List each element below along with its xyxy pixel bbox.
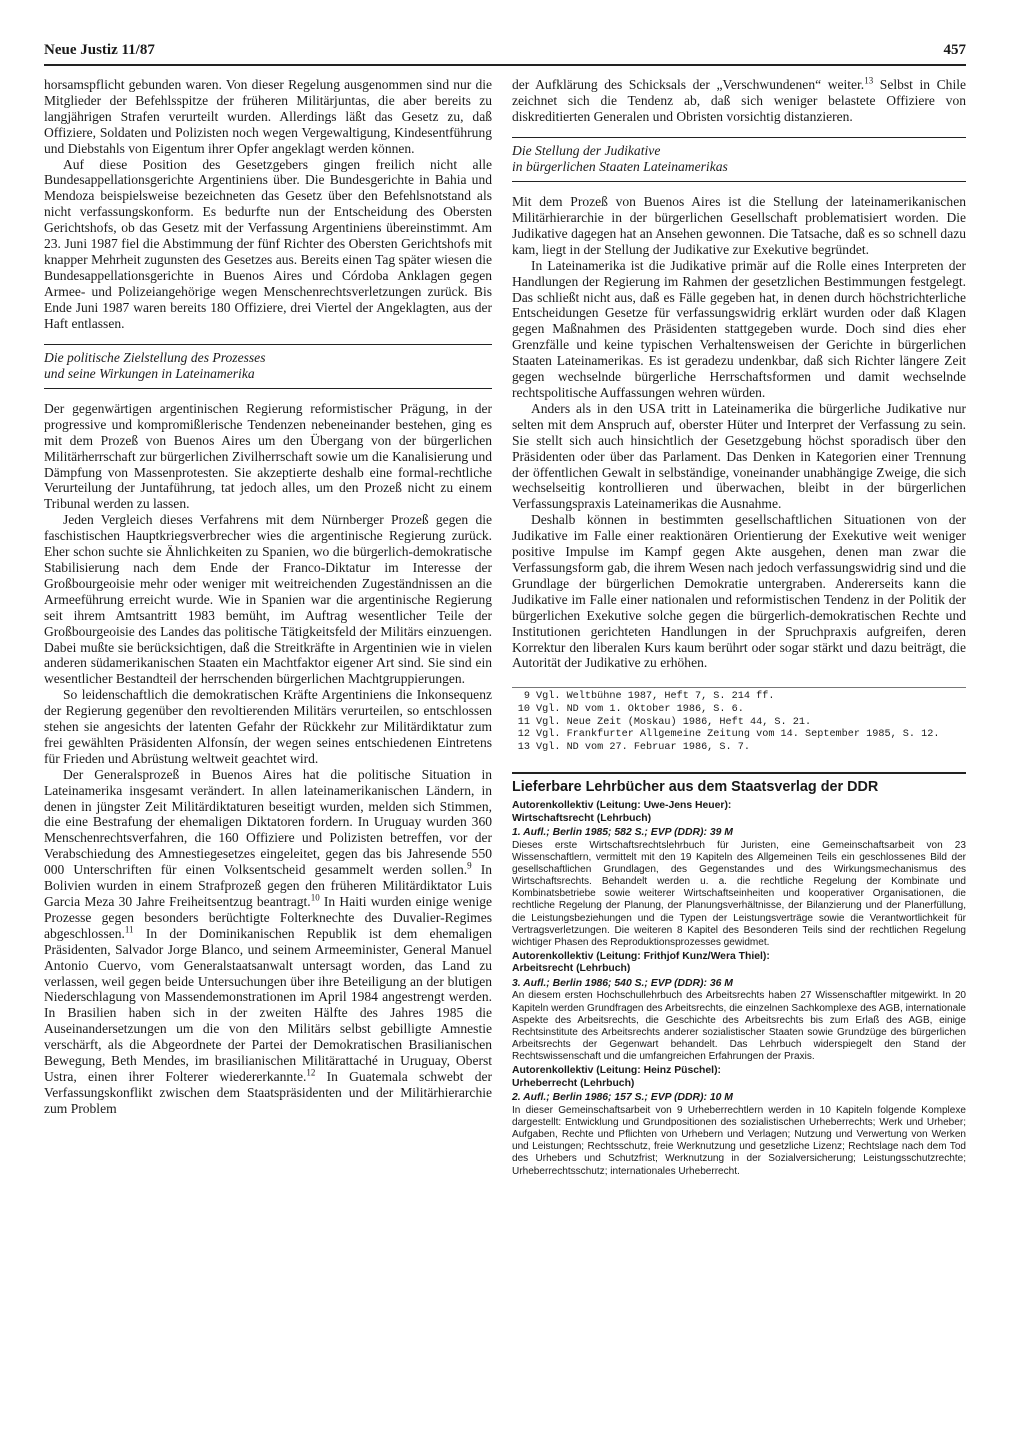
footnote-number: 13 <box>517 741 530 753</box>
book-entry <box>512 951 966 1063</box>
paragraph: So leidenschaftlich die demokratischen Kräfte Argentiniens die Inkonsequenz der Regierung gegenüber den revoltierenden Militärs verurteilen, so entschlossen stehen sie angesichts der latenten Gefahr der Rückkehr zur Militärdiktatur zum frei gewählten Präsidenten Alfonsín, der wegen seines entschiedenen Eintretens für Frieden und Abrüstung weltweit geachtet wird. <box>44 687 492 766</box>
footnote-text: Vgl. ND vom 1. Oktober 1986, S. 6. <box>536 703 744 715</box>
section-heading <box>44 344 492 389</box>
paragraph: Anders als in den USA tritt in Lateinamerika die bürgerliche Judikative nur selten mit dem Anspruch auf, oberster Hüter und Interpret der Verfassung zu sein. Sie stellt sich auch hinsichtlich der Gesetzgebung höchst sporadisch über den Präsidenten oder über das Parlament. Das Denken in Kategorien einer Trennung der öffentlichen Gewalt in selbständige, voneinander unabhängige Zweige, die sich wechselseitig kontrollieren und überwachen, bleibt in der bürgerlichen Verfassungspraxis Lateinamerikas die Ausnahme. <box>512 400 966 512</box>
book-edition: 3. Aufl.; Berlin 1986; 540 S.; EVP (DDR): 36 M <box>512 977 733 989</box>
footnote <box>512 704 966 717</box>
section-heading-line: in bürgerlichen Staaten Lateinamerikas <box>512 158 728 174</box>
book-list-heading: Lieferbare Lehrbücher aus dem Staatsverlag der DDR <box>512 779 879 796</box>
paragraph: Mit dem Prozeß von Buenos Aires ist die Stellung der lateinamerikanischen Militärhierarchie in der bürgerlichen Gesellschaft problematisiert worden. Die Judikative dagegen hat an Ansehen gewonnen. Die Tatsache, daß es so schnell dazu kam, liegt in der Stellung der Judikative zur Exekutive begründet. <box>512 194 966 257</box>
footnote-text: Vgl. Neue Zeit (Moskau) 1986, Heft 44, S. 21. <box>536 716 812 728</box>
book-description: Dieses erste Wirtschaftsrechtslehrbuch für Juristen, eine Gemeinschaftsarbeit von 23 Wissenschaftlern, vermittelt mit den 19 Kapiteln des Allgemeinen Teils ein geschlossenes Bild der gesellschaftlichen Grundlagen, des Gegenstandes und des Wirkungsmechanismus des Wirtschaftsrechts. Behandelt werden u. a. die rechtliche Regelung der Kombinate und Kombinatsbetriebe sowie weiterer Wirtschaftseinheiten und kooperativer Organisationen, die rechtliche Regelung der Planung, der Planungsverhältnisse, der Bilanzierung und der Planerfüllung, die Leistungsbeziehungen und die Typen der Leistungsverträge sowie die Verantwortlichkeit für Vertragsverletzungen. Die weiteren 8 Kapitel des Besonderen Teils sind der rechtlichen Regelung wichtiger Phasen des Reproduktionsprozesses gewidmet. <box>512 839 966 948</box>
book-list <box>512 772 966 1177</box>
footnote <box>512 691 966 704</box>
section-heading-line: und seine Wirkungen in Lateinamerika <box>44 365 255 381</box>
book-author: Autorenkollektiv (Leitung: Heinz Püschel): <box>512 1065 721 1077</box>
paragraph <box>44 767 492 1117</box>
text-run: Selbst in Chile zeichnet sich die Tendenz ab, daß sich weniger belastete Offiziere von diskreditierten Generalen und Obristen vorsichtig distanzieren. <box>512 77 966 124</box>
footnote <box>512 742 966 755</box>
paragraph: horsamspflicht gebunden waren. Von dieser Regelung ausgenommen sind nur die Mitglieder der Befehlsspitze der früheren Militärjuntas, die aber bereits zu langjährigen Strafen verurteilt wurden. Allerdings läßt das Gesetz zu, daß Offiziere, Soldaten und Polizisten noch wegen Vergewaltigung, Kindesentführung und Diebstahls von Eigentum ihrer Opfer angeklagt werden können. <box>44 77 492 156</box>
book-edition: 2. Aufl.; Berlin 1986; 157 S.; EVP (DDR): 10 M <box>512 1092 733 1104</box>
paragraph: Jeden Vergleich dieses Verfahrens mit dem Nürnberger Prozeß gegen die faschistischen Hauptkriegsverbrecher wies die argentinische Regierung zurück. Eher schon suchte sie Ähnlichkeiten zu Spanien, wo die bürgerlich-demokratische Stabilisierung nach dem Ende der Franco-Diktatur im Interesse der Großbourgeoisie mehr oder weniger mit weitreichenden Zugeständnissen an die Armeeführung erreicht wurde. Wie in Spanien war die argentinische Regierung seit ihrem Amtsantritt 1983 bemüht, im Auftrag wesentlicher Teile der Großbourgeoisie des Landes das politische Tätigkeitsfeld der Militärs einzuengen. Dabei mußte sie berücksichtigen, daß die Streitkräfte in Argentinien wie in vielen anderen südamerikanischen Staaten ein Machtfaktor eigener Art sind. Sie sind ein wesentlicher Bestandteil der herrschenden bürgerlichen Machtgruppierungen. <box>44 512 492 687</box>
book-author: Autorenkollektiv (Leitung: Frithjof Kunz/Wera Thiel): <box>512 951 770 962</box>
page-number: 457 <box>943 42 966 58</box>
footnote-number: 11 <box>517 716 530 728</box>
footnote-ref[interactable]: 12 <box>306 1067 316 1078</box>
footnote-number: 10 <box>517 703 530 715</box>
text-run: In der Dominikanischen Republik ist dem ehemaligen Präsidenten, Salvador Jorge Blanco, und seinem Armeeminister, General Manuel Antonio Cuervo, vom Generalstaatsanwalt untersagt worden, das Land zu verlassen, weil gegen beide Untersuchungen über ihre Beteiligung an der blutigen Niederschlagung von Massendemonstrationen im April 1984 angestrengt werden. In Brasilien haben sich in der zweiten Hälfte des Jahres 1985 die Auseinandersetzungen um die von den Militärs selbst gebilligte Amnestie verschärft, als die Abgeordnete der Partei der Demokratischen Brasilianischen Bewegung, Beth Mendes, im brasilianischen Militärattaché in Uruguay, Oberst Ustra, einen ihrer Folterer wiedererkannte. <box>44 925 492 1084</box>
footnote-number: 9 <box>523 691 530 703</box>
footnote-text: Vgl. Weltbühne 1987, Heft 7, S. 214 ff. <box>536 691 775 703</box>
footnote-ref[interactable]: 11 <box>124 924 134 935</box>
paragraph: Der gegenwärtigen argentinischen Regierung reformistischer Prägung, in der progressive und kompromißlerische Tendenzen nebeneinander bestehen, ging es mit dem Prozeß von Buenos Aires um den Übergang von der bürgerlichen Militärherrschaft zur bürgerlichen Zivilherrschaft sowie um die Kanalisierung und Dämpfung von Massenprotesten. Sie akzeptierte deshalb eine formal-rechtliche Verurteilung der Juntaführung, tat jedoch alles, um den Prozeß nicht zu einem Tribunal werden zu lassen. <box>44 400 492 512</box>
paragraph: In Lateinamerika ist die Judikative primär auf die Rolle eines Interpreten der Handlungen der Regierung im Rahmen der gesetzlichen Bestimmungen festgelegt. Das schließt nicht aus, daß es Fälle gegeben hat, in denen durch höchstrichterliche Entscheidungen Gesetze für verfassungswidrig erklärt wurden oder daß Klagen gegen Maßnahmen des Präsidenten stattgegeben wurde. Doch sind dies eher Grenzfälle und keine typischen Verhaltensweisen der Gerichte in bürgerlichen Staaten Lateinamerikas. Es ist geradezu undenkbar, daß sich Richter längere Zeit gegen wechselnde bürgerliche Herrschaftsformen und damit wechselnde rechtspolitische Auffassungen wehren würden. <box>512 257 966 400</box>
footnote <box>512 729 966 742</box>
book-entry <box>512 1065 966 1177</box>
text-run: In Guatemala schwebt der Verfassungskonflikt zwischen dem Staatspräsidenten und der Militärhierarchie zum Problem <box>44 1068 492 1116</box>
book-author: Autorenkollektiv (Leitung: Uwe-Jens Heuer): <box>512 800 732 812</box>
book-title: Wirtschaftsrecht (Lehrbuch) <box>512 812 652 824</box>
footnote <box>512 717 966 730</box>
right-column <box>512 77 966 1180</box>
book-description: An diesem ersten Hochschullehrbuch des Arbeitsrechts haben 27 Wissenschaftler mitgewirkt. In 20 Kapiteln werden Grundfragen des Arbeitsrechts, die einzelnen Sachkomplexe des AGB, internationale Aspekte des Arbeitsrechts, die Geschichte des Arbeitsrechts bis zum Erlaß des AGB, einige Rechtsinstitute des Arbeitsrechts anderer sozialistischer Staaten sowie Grundzüge des bürgerlichen Arbeitsrechts der Gegenwart behandelt. Das Lehrbuch widerspiegelt den Stand der Rechtswissenschaft und die umfangreichen Erfahrungen der Praxis. <box>512 990 966 1063</box>
section-heading <box>512 137 966 182</box>
book-title: Arbeitsrecht (Lehrbuch) <box>512 963 631 975</box>
footnote-text: Vgl. ND vom 27. Februar 1986, S. 7. <box>536 741 750 753</box>
text-run: der Aufklärung des Schicksals der „Verschwundenen“ weiter. <box>512 77 865 92</box>
footnote-ref[interactable]: 9 <box>467 860 472 871</box>
footnote-ref[interactable]: 13 <box>864 75 874 86</box>
footnote-ref[interactable]: 10 <box>310 892 320 903</box>
text-run: In Bolivien wurden in einem Strafprozeß gegen den früheren Militärdiktator Luis Garcia Meza 30 Jahre Freiheitsentzug beantragt. <box>44 862 492 909</box>
page-header <box>44 42 966 66</box>
book-description: In dieser Gemeinschaftsarbeit von 9 Urheberrechtlern werden in 10 Kapiteln folgende Komplexe dargestellt: Entwicklung und Grundpositionen des sozialistischen Urheberrechts; Werk und Urheber; Aufgaben, Rechte und Pflichten von Urhebern und Verlagen; Nutzung und Verwertung von Werken und Leistungen; Rechtsschutz, freie Werknutzung und gesetzliche Lizenz; Rechtslage nach dem Tod des Urhebers und Schutzfrist; Werknutzung in der Sozialversicherung; Leistungsschutzrechte; Urheberrechtsschutz; internationales Urheberrecht. <box>512 1104 966 1177</box>
paragraph: Auf diese Position des Gesetzgebers gingen freilich nicht alle Bundesappellationsgerichte Argentiniens über. Die Bundesgerichte in Bahia und Mendoza beispielsweise bezeichneten das Gesetz über den Befehlsnotstand als nicht verfassungskonform. Es bedurfte nun der Entscheidung des Obersten Gerichtshofs, ob das Gesetz mit der Verfassung Argentiniens übereinstimmt. Am 23. Juni 1987 fiel die Abstimmung der fünf Richter des Obersten Gerichtshofs mit knapper Mehrheit zugunsten des Gesetzes aus. Bereits einen Tag später wiesen die Bundesappellationsgerichte in Buenos Aires und Córdoba Anklagen gegen Armee- und Polizeiangehörige wegen Menschenrechtsverletzungen zurück. Bis Ende Juni 1987 waren bereits 180 Offiziere, drei Viertel der Angeklagten, aus der Haft entlassen. <box>44 156 492 331</box>
book-title: Urheberrecht (Lehrbuch) <box>512 1077 635 1089</box>
footnote-text: Vgl. Frankfurter Allgemeine Zeitung vom 14. September 1985, S. 12. <box>536 729 940 741</box>
paragraph <box>512 77 966 125</box>
text-run: Der Generalsprozeß in Buenos Aires hat die politische Situation in Lateinamerika insgesamt verändert. In allen lateinamerikanischen Ländern, in denen in jüngster Zeit Militärdiktaturen beseitigt wurden, melden sich Stimmen, die eine Bestrafung der ehemaligen Diktatoren fordern. In Uruguay wurden 360 Menschenrechtsverfahren, die 160 Offiziere und Polizisten betreffen, vor der Verabschiedung des Amnestiegesetzes eingeleitet, gegen das bis Jahresende 550 000 Unterschriften für einen Volksentscheid gesammelt werden sollen. <box>44 766 492 878</box>
book-edition: 1. Aufl.; Berlin 1985; 582 S.; EVP (DDR): 39 M <box>512 827 733 838</box>
footnotes <box>512 687 966 754</box>
journal-title: Neue Justiz 11/87 <box>44 42 155 58</box>
left-column <box>44 77 492 1117</box>
section-heading-line: Die Stellung der Judikative <box>512 142 661 158</box>
book-entry <box>512 800 966 949</box>
section-heading-line: Die politische Zielstellung des Prozesses <box>44 349 266 365</box>
footnote-number: 12 <box>517 729 530 741</box>
text-run: In Haiti wurden einige wenige Prozesse gegen besonders berüchtigte Folterknechte des Duvalier-Regimes abgeschlossen. <box>44 894 493 941</box>
paragraph: Deshalb können in bestimmten gesellschaftlichen Situationen von der Judikative im Falle einer reaktionären Orientierung der Exekutive weit weniger positive Impulse im Kampf gegen Akte ausgehen, denen man zwar die Verfassungsform gab, die ihrem Wesen nach jedoch verfassungswidrig sind und die Grundlage der bürgerlichen Demokratie untergraben. Andererseits kann die Judikative im Falle einer nationalen und reformistischen Tendenz in der Politik der bürgerlichen Exekutive solche gegen die bürgerlich-demokratischen Rechte und Institutionen gerichteten Handlungen in der Spruchpraxis aufgreifen, deren Korrektur den liberalen Kurs kaum berührt oder sogar stärkt und dazu beiträgt, die Autorität der Judikative zu erhöhen. <box>512 512 966 671</box>
